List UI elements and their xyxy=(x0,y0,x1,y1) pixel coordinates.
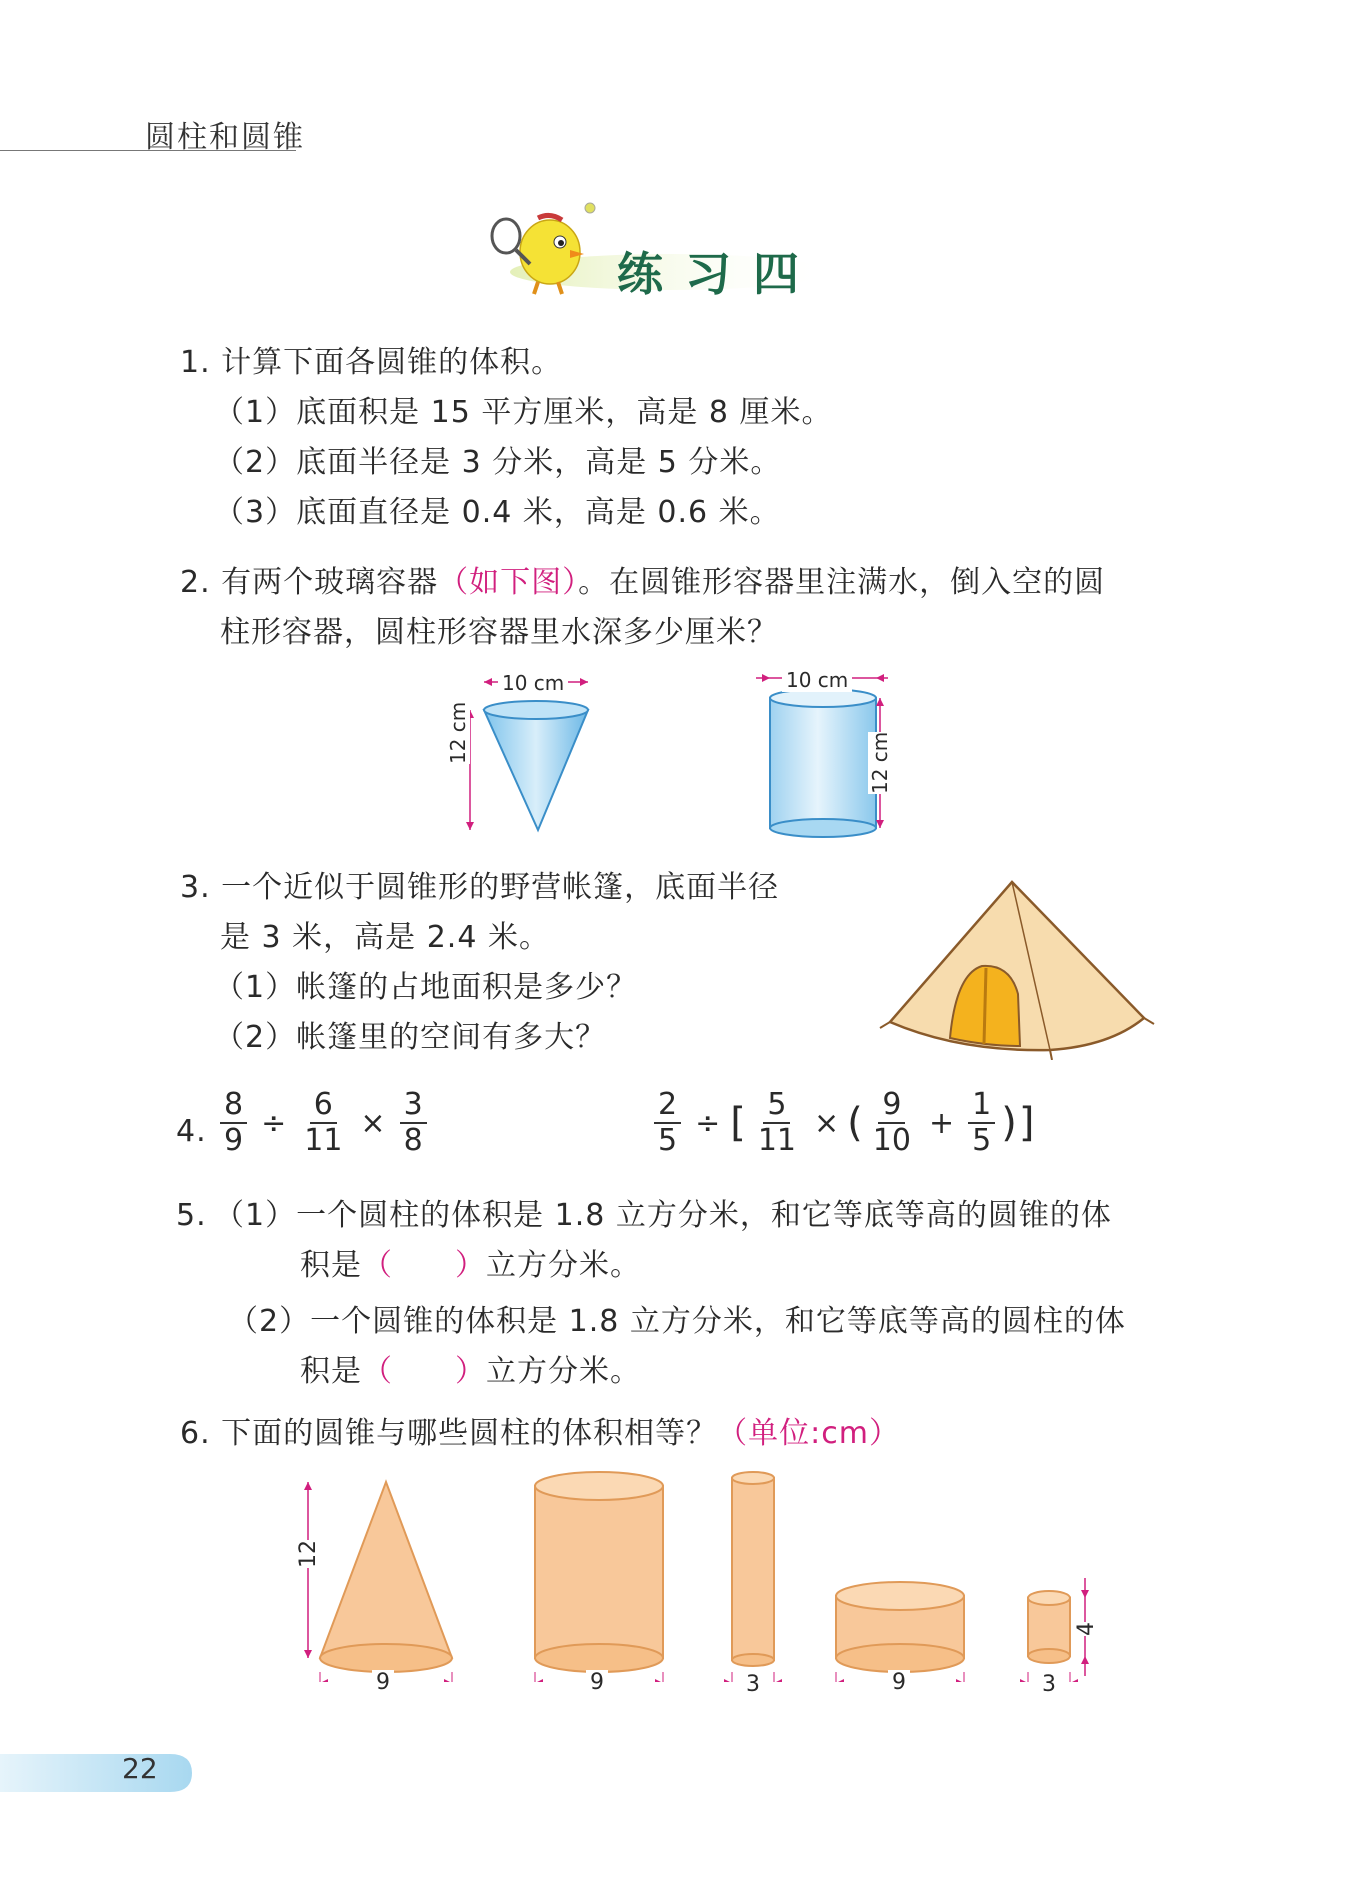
q4-expression-2: $\frac{2}{5}$ ÷ [ $\frac{5}{11}$ × ( $\frac{9}{10}$ + $\frac{1}{5}$ ) ] xyxy=(648,1088,1036,1158)
q6-cylinder3-base-label: 9 xyxy=(888,1670,910,1695)
cone-height-label: 12 cm xyxy=(446,701,470,764)
q6-cylinder1-base-label: 9 xyxy=(586,1670,608,1695)
fraction: $\frac{1}{5}$ xyxy=(968,1088,995,1158)
orange-cylinder-icon xyxy=(836,1582,964,1672)
q1-item-2: （2）底面半径是 3 分米，高是 5 分米。 xyxy=(214,445,782,480)
header-rule xyxy=(0,150,296,151)
fraction: $\frac{5}{11}$ xyxy=(757,1087,797,1158)
q5-part1-line2: 积是（ ）立方分米。 xyxy=(300,1248,641,1283)
fraction: $\frac{8}{9}$ xyxy=(220,1088,247,1158)
fraction: $\frac{9}{10}$ xyxy=(872,1087,911,1158)
q4-number: 4. xyxy=(176,1114,207,1149)
q5-part2-line1: （2）一个圆锥的体积是 1.8 立方分米，和它等底等高的圆柱的体 xyxy=(228,1304,1126,1339)
q6-shapes-figure xyxy=(290,1462,1110,1682)
q3-line-1: 3. 一个近似于圆锥形的野营帐篷，底面半径 xyxy=(180,870,780,905)
q1-item-3: （3）底面直径是 0.4 米，高是 0.6 米。 xyxy=(214,495,781,530)
q3-line-2: 是 3 米，高是 2.4 米。 xyxy=(220,920,550,955)
answer-blank[interactable]: （ ） xyxy=(362,1248,486,1283)
q3-item-1: （1）帐篷的占地面积是多少？ xyxy=(214,970,638,1005)
fraction: $\frac{3}{8}$ xyxy=(400,1088,427,1158)
q6-cone-height-label: 12 xyxy=(296,1540,321,1568)
orange-cone-icon xyxy=(320,1482,452,1672)
page-number: 22 xyxy=(122,1752,158,1785)
cone-diameter-label: 10 cm xyxy=(498,671,568,695)
q6-stem: 6. 下面的圆锥与哪些圆柱的体积相等？（单位:cm） xyxy=(180,1416,900,1451)
section-title: 圆柱和圆锥 xyxy=(145,120,305,155)
q3-item-2: （2）帐篷里的空间有多大？ xyxy=(214,1020,607,1055)
q6-cylinder4-base-label: 3 xyxy=(1042,1672,1056,1697)
q6-cylinder2-base-label: 3 xyxy=(746,1672,760,1697)
answer-blank[interactable]: （ ） xyxy=(362,1354,486,1389)
fraction: $\frac{2}{5}$ xyxy=(654,1088,681,1158)
q6-cylinder4-height-label: 4 xyxy=(1074,1622,1099,1636)
camping-tent-figure xyxy=(870,870,1160,1060)
cylinder-height-label: 12 cm xyxy=(868,731,892,794)
glass-cone-figure xyxy=(450,668,610,848)
q2-line-1: 2. 有两个玻璃容器（如下图）。在圆锥形容器里注满水，倒入空的圆 xyxy=(180,565,1106,600)
orange-cylinder-icon xyxy=(732,1472,774,1666)
q2-line-2: 柱形容器，圆柱形容器里水深多少厘米？ xyxy=(220,615,778,650)
fraction: $\frac{6}{11}$ xyxy=(304,1087,343,1158)
q1-item-1: （1）底面积是 15 平方厘米，高是 8 厘米。 xyxy=(214,395,833,430)
q6-unit: （单位:cm） xyxy=(717,1416,900,1451)
exercise-title: 练习四 xyxy=(617,247,821,301)
q6-cone-base-label: 9 xyxy=(372,1670,394,1695)
q1-stem: 1. 计算下面各圆锥的体积。 xyxy=(180,345,563,380)
cylinder-diameter-label: 10 cm xyxy=(782,668,852,692)
orange-cylinder-icon xyxy=(535,1472,663,1672)
page-number-tab xyxy=(0,1750,200,1796)
orange-cylinder-icon xyxy=(1028,1591,1070,1663)
q4-expression-1: $\frac{8}{9}$ ÷ $\frac{6}{11}$ × $\frac{3}{8}$ xyxy=(214,1088,433,1158)
q5-number: 5. xyxy=(176,1198,207,1233)
q5-part1-line1: （1）一个圆柱的体积是 1.8 立方分米，和它等底等高的圆锥的体 xyxy=(214,1198,1112,1233)
q5-part2-line2: 积是（ ）立方分米。 xyxy=(300,1354,641,1389)
